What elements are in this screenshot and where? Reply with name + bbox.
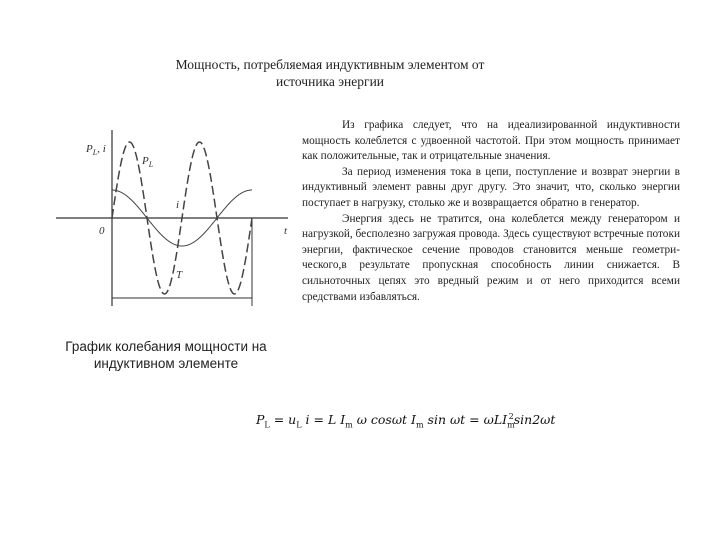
paragraph: За период изменения тока в цепи, поступление и возврат энергии в индуктивный элемент равны друг другу. Это значит, что, сколько энергии поступает в нагрузку, столько же и возвращается обратно в генератор. xyxy=(302,165,680,209)
power-curve-label: $P_L$ xyxy=(142,155,154,169)
current-curve-label: i xyxy=(176,199,180,211)
title-line-1: Мощность, потребляемая индуктивным элементом от xyxy=(175,57,485,72)
slide-title xyxy=(120,56,540,90)
power-oscillation-figure xyxy=(56,126,306,326)
y-axis-label: $P_L$, i xyxy=(86,143,106,157)
paragraph: Из графика следует, что на идеализированной индуктивности мощность колеблется с удвоенной частотой. При этом мощность принимает как положительные, так и отрицательные значения. xyxy=(302,119,680,163)
period-label: T xyxy=(176,269,183,281)
paragraph: Энергия здесь не тратится, она колеблется между генератором и нагрузкой, бесполезно загружая провода. Здесь существуют встречные потоки энергии, фактическое сечение проводов становится меньше геометри-ческого,в результате пропускная способность линии снижается. В сильноточных цепях это вредный режим и от него приходится всеми средствами избавляться. xyxy=(302,212,680,303)
t-axis-label: t xyxy=(284,225,288,237)
caption-line-2: индуктивном элементе xyxy=(93,356,239,371)
title-line-2: источника энергии xyxy=(275,74,385,89)
figure-caption xyxy=(50,338,282,372)
power-formula: $P_L = u_L$ i = L $I_m$ ω cosωt $I_m$ sin ωt = ωLI$_m^2$sin2ωt xyxy=(256,412,556,430)
explanation-text xyxy=(302,118,680,305)
caption-line-1: График колебания мощности на xyxy=(65,339,267,354)
origin-label: 0 xyxy=(99,225,105,237)
